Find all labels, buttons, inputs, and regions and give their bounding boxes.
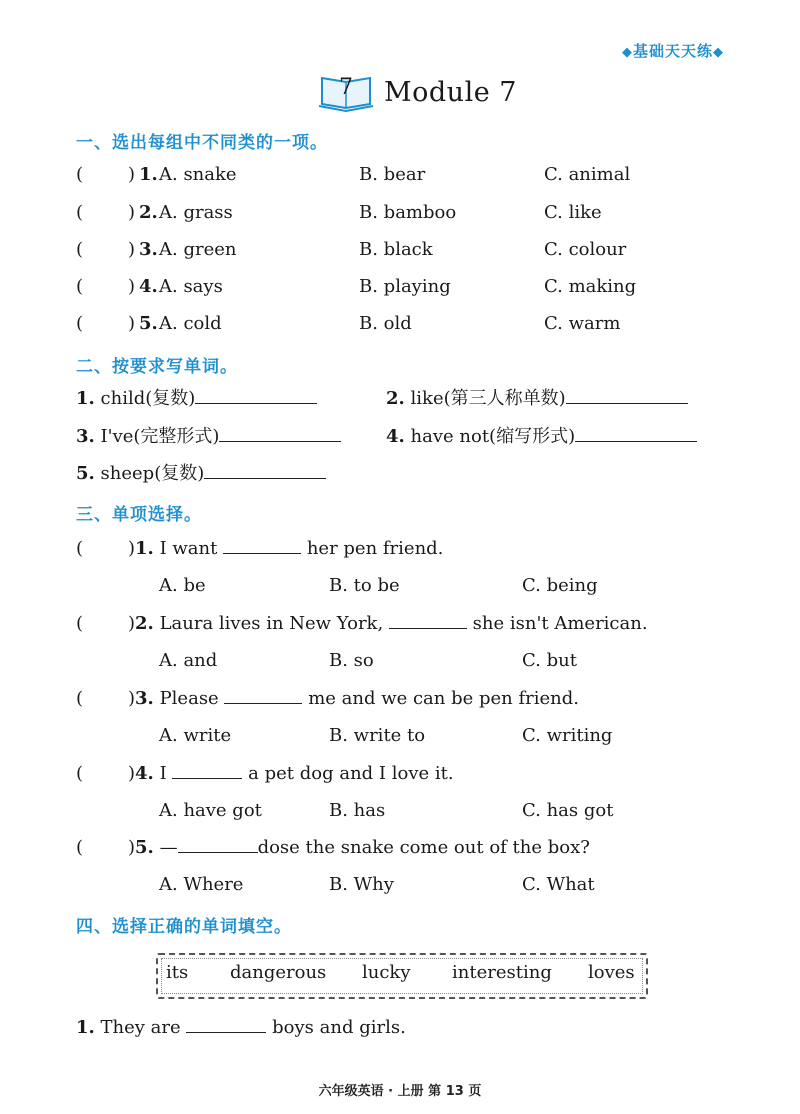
item-number: 2. <box>135 613 154 634</box>
option-c: C. but <box>522 650 577 671</box>
answer-blank[interactable] <box>223 553 301 554</box>
question-row: )5. — dose the snake come out of the box? <box>128 837 590 858</box>
module-title: Module 7 <box>384 76 517 108</box>
word-bank-item: dangerous <box>230 962 327 983</box>
paren: ( <box>76 239 84 260</box>
question-post: me and we can be pen friend. <box>308 688 580 709</box>
option-b: B. so <box>329 650 374 671</box>
item-number: 1. <box>139 164 158 185</box>
paren: ) <box>128 313 136 334</box>
option-a: A. grass <box>159 202 233 223</box>
answer-blank[interactable] <box>172 778 242 779</box>
option-c: C. has got <box>522 800 614 821</box>
option-b: B. has <box>329 800 386 821</box>
option-c: C. What <box>522 874 595 895</box>
paren: ( <box>76 202 84 223</box>
diamond-icon: ◆ <box>621 45 633 60</box>
option-a: A. have got <box>159 800 262 821</box>
paren: ( <box>76 276 84 297</box>
paren: ( <box>76 763 84 784</box>
item-number: 2. <box>386 388 405 409</box>
item-number: 3. <box>76 426 95 447</box>
paren: ( <box>76 164 84 185</box>
option-a: A. says <box>159 276 223 297</box>
section4-heading: 四、选择正确的单词填空。 <box>76 917 292 937</box>
question-pre: I want <box>159 538 218 559</box>
word-item <box>76 461 326 487</box>
question-row: )1. I want her pen friend. <box>128 538 444 559</box>
item-number: 1. <box>76 388 95 409</box>
section2-heading: 二、按要求写单词。 <box>76 357 238 377</box>
option-b: B. playing <box>359 276 451 297</box>
item-number: 5. <box>139 313 158 334</box>
question-post: her pen friend. <box>306 538 444 559</box>
option-a: A. and <box>159 650 218 671</box>
answer-blank[interactable] <box>204 478 326 479</box>
paren: ( <box>76 688 84 709</box>
word-bank-item: lucky <box>362 962 411 983</box>
answer-blank[interactable] <box>575 441 697 442</box>
tag-text: 基础天天练 <box>632 42 713 60</box>
option-b: B. black <box>359 239 433 260</box>
book-icon <box>318 72 374 112</box>
paren: ( <box>76 613 84 634</box>
diamond-icon: ◆ <box>713 45 724 60</box>
answer-blank[interactable] <box>566 403 688 404</box>
option-a: A. green <box>159 239 237 260</box>
question-row: )3. Please me and we can be pen friend. <box>128 688 580 709</box>
answer-blank[interactable] <box>178 852 258 853</box>
item-number: 4. <box>135 763 154 784</box>
option-a: A. write <box>159 725 232 746</box>
question-row: )4. I a pet dog and I love it. <box>128 763 454 784</box>
item-text: sheep(复数) <box>100 463 205 484</box>
paren: ( <box>76 313 84 334</box>
option-b: B. bamboo <box>359 202 457 223</box>
module-heading <box>318 72 517 112</box>
question-post: a pet dog and I love it. <box>248 763 454 784</box>
question-row: )2. Laura lives in New York, she isn't American. <box>128 613 648 634</box>
item-number: 4. <box>386 426 405 447</box>
section3-heading: 三、单项选择。 <box>76 505 202 525</box>
option-c: C. writing <box>522 725 613 746</box>
item-number: 1. <box>76 1017 95 1038</box>
item-number: 1. <box>135 538 154 559</box>
answer-blank[interactable] <box>224 703 302 704</box>
question-post: dose the snake come out of the box? <box>257 837 590 858</box>
option-c: C. warm <box>544 313 621 334</box>
option-c: C. like <box>544 202 602 223</box>
word-item <box>76 386 317 412</box>
question-post: boys and girls. <box>272 1017 406 1038</box>
option-b: B. Why <box>329 874 394 895</box>
paren: ) <box>128 276 136 297</box>
answer-blank[interactable] <box>389 628 467 629</box>
option-b: B. bear <box>359 164 426 185</box>
option-a: A. Where <box>159 874 244 895</box>
word-bank-item: loves <box>588 962 635 983</box>
page-footer: 六年级英语 · 上册 第 13 页 <box>318 1084 482 1099</box>
item-text: like(第三人称单数) <box>410 388 566 409</box>
item-number: 5. <box>76 463 95 484</box>
question-pre: Please <box>159 688 219 709</box>
paren: ) <box>128 164 136 185</box>
option-b: B. to be <box>329 575 400 596</box>
option-a: A. snake <box>159 164 237 185</box>
option-a: A. cold <box>159 313 222 334</box>
option-b: B. write to <box>329 725 426 746</box>
paren: ( <box>76 538 84 559</box>
option-c: C. being <box>522 575 598 596</box>
option-b: B. old <box>359 313 412 334</box>
answer-blank[interactable] <box>219 441 341 442</box>
item-number: 5. <box>135 837 154 858</box>
page-tag <box>622 40 724 61</box>
option-a: A. be <box>159 575 206 596</box>
answer-blank[interactable] <box>186 1032 266 1033</box>
question-pre: They are <box>100 1017 181 1038</box>
question-pre: — <box>159 837 178 858</box>
item-number: 3. <box>139 239 158 260</box>
section1-heading: 一、选出每组中不同类的一项。 <box>76 133 328 153</box>
option-c: C. animal <box>544 164 631 185</box>
question-pre: Laura lives in New York, <box>159 613 384 634</box>
item-text: child(复数) <box>100 388 196 409</box>
question-post: she isn't American. <box>472 613 648 634</box>
word-item <box>386 424 697 450</box>
word-item <box>76 424 341 450</box>
option-c: C. colour <box>544 239 627 260</box>
word-item <box>386 386 688 412</box>
answer-blank[interactable] <box>195 403 317 404</box>
module-number: 7 <box>339 75 353 100</box>
item-number: 2. <box>139 202 158 223</box>
item-number: 3. <box>135 688 154 709</box>
word-bank-item: its <box>166 962 189 983</box>
word-bank-item: interesting <box>452 962 552 983</box>
fill-item <box>76 1015 406 1041</box>
item-text: have not(缩写形式) <box>410 426 576 447</box>
paren: ) <box>128 239 136 260</box>
option-c: C. making <box>544 276 637 297</box>
item-number: 4. <box>139 276 158 297</box>
paren: ( <box>76 837 84 858</box>
paren: ) <box>128 202 136 223</box>
question-pre: I <box>159 763 167 784</box>
item-text: I've(完整形式) <box>100 426 220 447</box>
